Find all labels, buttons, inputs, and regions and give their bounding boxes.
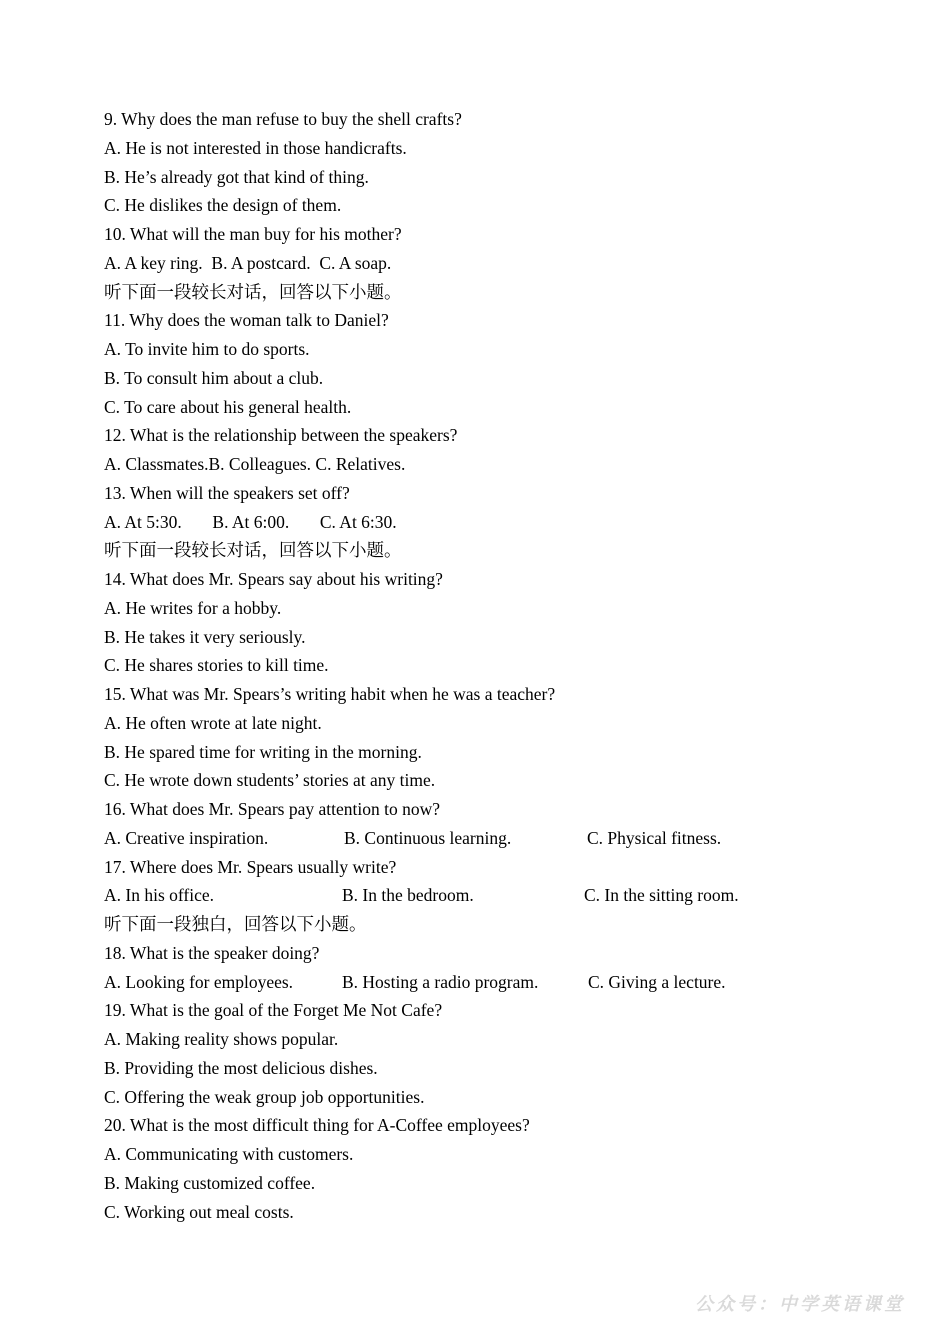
q17-option-c: C. In the sitting room. [584,885,739,906]
q20-option-c: C. Working out meal costs. [104,1201,294,1222]
q20-option-a: A. Communicating with customers. [104,1144,354,1164]
q9-option-b: B. He’s already got that kind of thing. [104,166,369,187]
q17-option-b: B. In the bedroom. [342,885,474,906]
q18-option-b: B. Hosting a radio program. [342,971,539,992]
q16-option-b: B. Continuous learning. [344,827,512,848]
q10-stem: 10. What will the man buy for his mother? [104,224,402,244]
watermark: 公众号：中学英语课堂 [695,1294,905,1315]
q11-stem: 11. Why does the woman talk to Daniel? [104,310,389,331]
q16-option-a: A. Creative inspiration. [104,827,269,848]
exam-page [104,105,904,1226]
q18-option-c: C. Giving a lecture. [588,971,726,992]
q17-stem: 17. Where does Mr. Spears usually write? [104,856,397,877]
q18-stem: 18. What is the speaker doing? [104,942,320,963]
q9-stem: 9. Why does the man refuse to buy the shell crafts? [104,109,462,129]
q19-option-c: C. Offering the weak group job opportunities. [104,1086,425,1107]
q18-options [104,968,904,997]
q10-options: A. A key ring. B. A postcard. C. A soap. [104,252,392,273]
section-instruction-2: 听下面一段较长对话，回答以下小题。 [104,540,402,561]
q15-option-b: B. He spared time for writing in the morning. [104,741,422,762]
q17-options [104,881,904,910]
q14-option-c: C. He shares stories to kill time. [104,655,329,676]
q16-option-c: C. Physical fitness. [587,827,722,848]
q15-option-c: C. He wrote down students’ stories at any time. [104,770,436,791]
q19-option-a: A. Making reality shows popular. [104,1029,339,1049]
q20-option-b: B. Making customized coffee. [104,1172,316,1193]
q11-option-a: A. To invite him to do sports. [104,339,310,359]
q12-stem: 12. What is the relationship between the speakers? [104,425,458,446]
q11-option-b: B. To consult him about a club. [104,367,324,388]
q15-option-a: A. He often wrote at late night. [104,712,322,733]
q16-stem: 16. What does Mr. Spears pay attention to now? [104,799,441,819]
q18-option-a: A. Looking for employees. [104,971,294,992]
q14-stem: 14. What does Mr. Spears say about his writing? [104,569,443,589]
section-instruction-1: 听下面一段较长对话，回答以下小题。 [104,281,402,302]
section-instruction-3: 听下面一段独白，回答以下小题。 [104,914,367,934]
q9-option-a: A. He is not interested in those handicrafts. [104,137,407,158]
q15-stem: 15. What was Mr. Spears’s writing habit when he was a teacher? [104,684,556,704]
q20-stem: 20. What is the most difficult thing for A-Coffee employees? [104,1115,530,1136]
q16-options [104,824,904,853]
q13-stem: 13. When will the speakers set off? [104,482,350,503]
q12-options: A. Classmates.B. Colleagues. C. Relatives. [104,454,406,474]
q13-options: A. At 5:30. B. At 6:00. C. At 6:30. [104,511,397,532]
q19-stem: 19. What is the goal of the Forget Me Not Cafe? [104,1000,443,1021]
q9-option-c: C. He dislikes the design of them. [104,195,342,216]
q11-option-c: C. To care about his general health. [104,396,352,417]
q14-option-b: B. He takes it very seriously. [104,626,306,647]
q14-option-a: A. He writes for a hobby. [104,597,282,618]
q19-option-b: B. Providing the most delicious dishes. [104,1057,378,1078]
q17-option-a: A. In his office. [104,885,214,906]
